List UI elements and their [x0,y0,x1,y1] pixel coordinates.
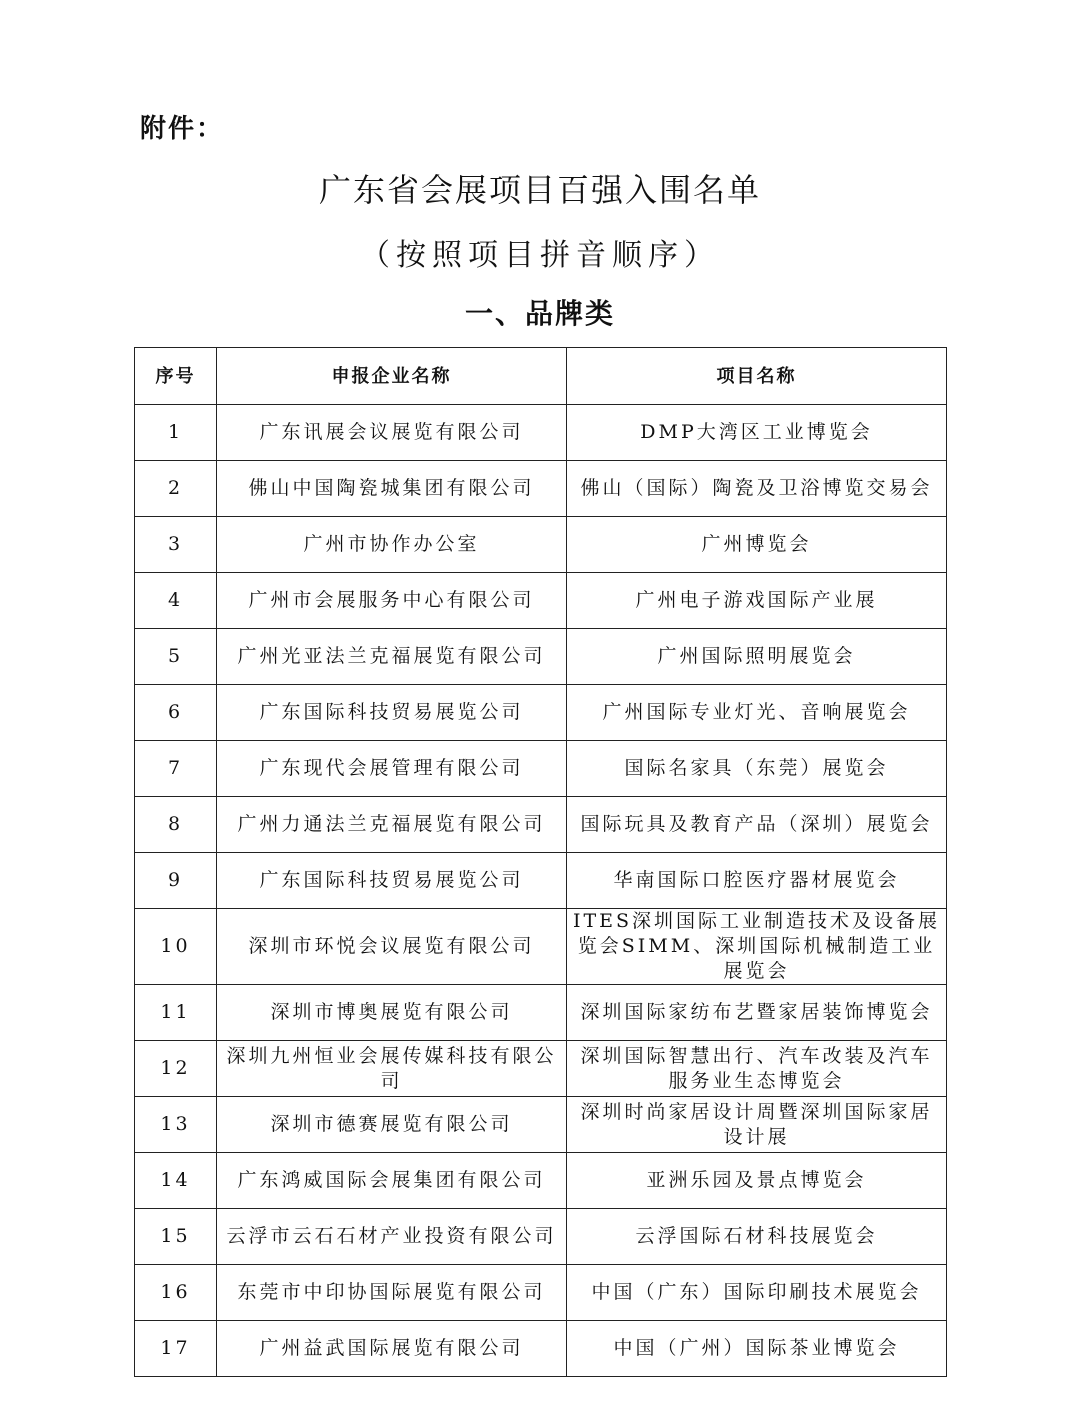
table-row [135,1209,947,1265]
project-name: 广州博览会 [567,517,947,573]
company-name: 深圳市德赛展览有限公司 [217,1097,567,1153]
table-row [135,405,947,461]
table-row [135,461,947,517]
column-header-company: 申报企业名称 [217,348,567,405]
project-name: 深圳国际智慧出行、汽车改装及汽车服务业生态博览会 [567,1041,947,1097]
table-row [135,909,947,985]
table-row [135,985,947,1041]
table-row [135,1097,947,1153]
row-number: 7 [135,741,217,797]
project-name: 国际玩具及教育产品（深圳）展览会 [567,797,947,853]
project-name: 广州国际专业灯光、音响展览会 [567,685,947,741]
project-name: 广州电子游戏国际产业展 [567,573,947,629]
row-number: 15 [135,1209,217,1265]
project-name: 中国（广州）国际茶业博览会 [567,1321,947,1377]
table-row [135,573,947,629]
table-row [135,685,947,741]
row-number: 6 [135,685,217,741]
row-number: 13 [135,1097,217,1153]
company-name: 广东讯展会议展览有限公司 [217,405,567,461]
column-header-project: 项目名称 [567,348,947,405]
row-number: 12 [135,1041,217,1097]
project-name: 华南国际口腔医疗器材展览会 [567,853,947,909]
table-row [135,741,947,797]
row-number: 9 [135,853,217,909]
company-name: 佛山中国陶瓷城集团有限公司 [217,461,567,517]
table-row [135,629,947,685]
project-name: 深圳国际家纺布艺暨家居装饰博览会 [567,985,947,1041]
company-name: 广州益武国际展览有限公司 [217,1321,567,1377]
table-row [135,517,947,573]
company-name: 深圳九州恒业会展传媒科技有限公司 [217,1041,567,1097]
table-row [135,1041,947,1097]
company-name: 广州市会展服务中心有限公司 [217,573,567,629]
company-name: 深圳市环悦会议展览有限公司 [217,909,567,985]
row-number: 8 [135,797,217,853]
project-name: 中国（广东）国际印刷技术展览会 [567,1265,947,1321]
company-name: 广州市协作办公室 [217,517,567,573]
table-row [135,1321,947,1377]
project-name: 亚洲乐园及景点博览会 [567,1153,947,1209]
row-number: 3 [135,517,217,573]
company-name: 深圳市博奥展览有限公司 [217,985,567,1041]
company-name: 云浮市云石石材产业投资有限公司 [217,1209,567,1265]
attachment-label: 附件： [140,114,225,144]
section-heading: 一、品牌类 [464,297,615,330]
project-name: 佛山（国际）陶瓷及卫浴博览交易会 [567,461,947,517]
table-row [135,1265,947,1321]
row-number: 1 [135,405,217,461]
project-name: 云浮国际石材科技展览会 [567,1209,947,1265]
row-number: 17 [135,1321,217,1377]
document-title: 广东省会展项目百强入围名单 [318,171,761,209]
company-name: 东莞市中印协国际展览有限公司 [217,1265,567,1321]
company-name: 广州光亚法兰克福展览有限公司 [217,629,567,685]
company-name: 广东国际科技贸易展览公司 [217,685,567,741]
table-row [135,853,947,909]
company-name: 广州力通法兰克福展览有限公司 [217,797,567,853]
project-name: ITES深圳国际工业制造技术及设备展览会SIMM、深圳国际机械制造工业展览会 [567,909,947,985]
project-name: DMP大湾区工业博览会 [567,405,947,461]
row-number: 2 [135,461,217,517]
project-name: 广州国际照明展览会 [567,629,947,685]
project-name: 深圳时尚家居设计周暨深圳国际家居设计展 [567,1097,947,1153]
company-name: 广东鸿威国际会展集团有限公司 [217,1153,567,1209]
table-row [135,797,947,853]
row-number: 16 [135,1265,217,1321]
row-number: 14 [135,1153,217,1209]
company-name: 广东国际科技贸易展览公司 [217,853,567,909]
document-subtitle: （按照项目拼音顺序） [360,238,720,273]
table-row [135,1153,947,1209]
row-number: 11 [135,985,217,1041]
column-header-number: 序号 [135,348,217,405]
table-header-row [135,348,947,405]
project-name: 国际名家具（东莞）展览会 [567,741,947,797]
row-number: 10 [135,909,217,985]
row-number: 5 [135,629,217,685]
row-number: 4 [135,573,217,629]
shortlist-table [134,347,947,1377]
company-name: 广东现代会展管理有限公司 [217,741,567,797]
